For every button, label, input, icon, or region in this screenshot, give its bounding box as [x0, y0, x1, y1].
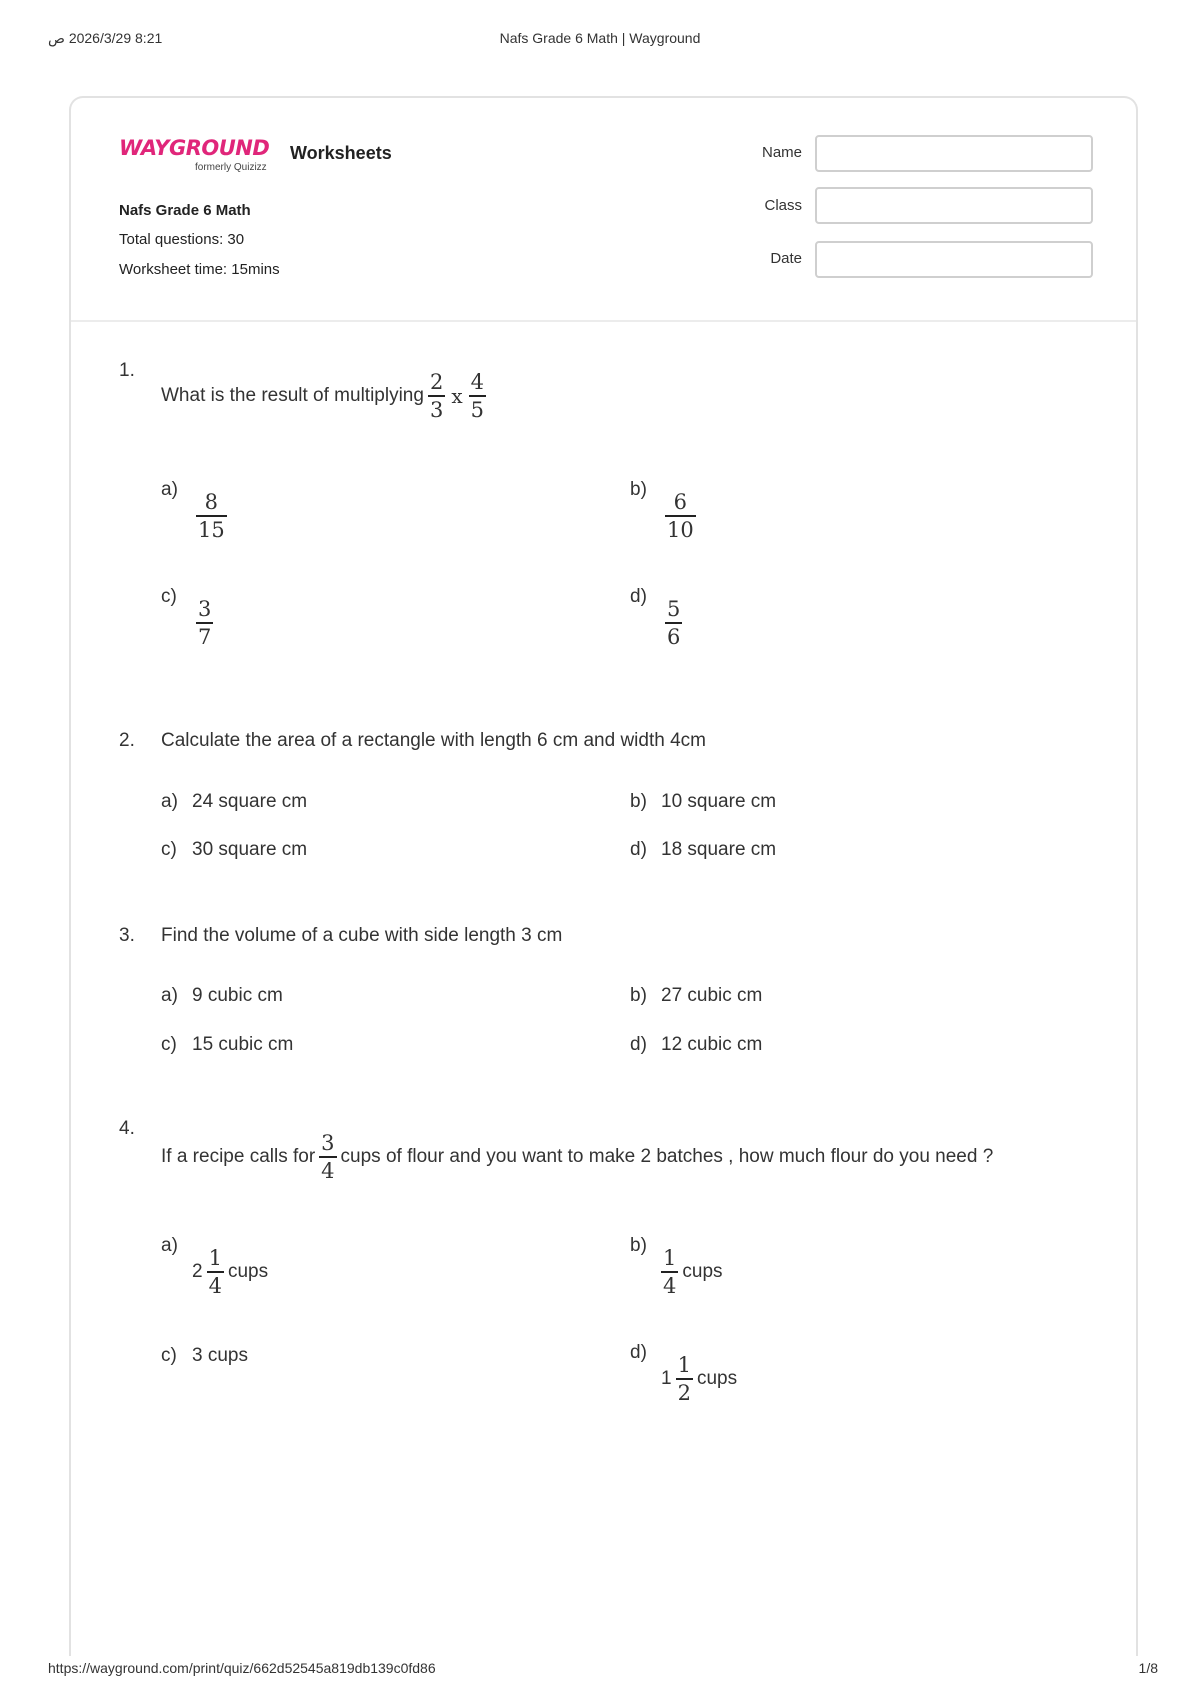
- question-text: [161, 369, 490, 423]
- option-text: 18 square cm: [661, 839, 777, 860]
- fraction: [665, 489, 696, 543]
- fraction-numerator: 3: [321, 1131, 335, 1155]
- multiply-operator: x: [451, 384, 463, 408]
- total-questions: Total questions: 30: [119, 231, 245, 248]
- fraction: [661, 1245, 678, 1299]
- worksheets-label: Worksheets: [290, 143, 392, 163]
- option-letter: d): [630, 586, 647, 607]
- worksheet-title: Nafs Grade 6 Math: [119, 202, 251, 219]
- option-letter: b): [630, 1235, 647, 1256]
- option-letter: a): [161, 791, 178, 812]
- mixed-number: [661, 1245, 723, 1299]
- option-letter: b): [630, 791, 647, 812]
- fraction-denominator: 4: [321, 1159, 335, 1183]
- option-letter: c): [161, 1345, 177, 1366]
- option-text: 24 square cm: [192, 791, 308, 812]
- print-header: [0, 30, 1200, 52]
- fraction-numerator: 1: [208, 1246, 222, 1270]
- option-b[interactable]: [630, 791, 776, 813]
- question-text-part: What is the result of multiplying: [161, 385, 424, 406]
- option-text: 9 cubic cm: [192, 985, 283, 1006]
- name-field[interactable]: [815, 135, 1093, 172]
- fraction-denominator: 4: [208, 1274, 222, 1298]
- option-text: 30 square cm: [192, 839, 308, 860]
- class-field[interactable]: [815, 187, 1093, 224]
- question-number: 2.: [119, 730, 135, 751]
- question-text-part: cups of flour and you want to make 2 batches , how much flour do you need ?: [340, 1146, 994, 1167]
- fraction: [319, 1130, 336, 1184]
- fraction-numerator: 6: [673, 490, 688, 514]
- fraction-numerator: 1: [677, 1353, 691, 1377]
- wayground-logo: [119, 136, 279, 176]
- question-text: [161, 925, 562, 947]
- question-number: 4.: [119, 1118, 135, 1139]
- fraction-denominator: 15: [198, 518, 225, 542]
- option-d[interactable]: [630, 1034, 762, 1056]
- whole-number: 1: [661, 1368, 672, 1389]
- fraction-numerator: 1: [663, 1246, 677, 1270]
- fraction-denominator: 6: [667, 625, 681, 649]
- option-a[interactable]: [161, 791, 307, 813]
- date-field[interactable]: [815, 241, 1093, 278]
- fraction-numerator: 5: [667, 597, 681, 621]
- fraction: [196, 596, 213, 650]
- fraction: [196, 489, 227, 543]
- fraction: [665, 596, 682, 650]
- print-url: https://wayground.com/print/quiz/662d52545a819db139c0fd86: [48, 1660, 436, 1676]
- option-letter: a): [161, 985, 178, 1006]
- question-number: 3.: [119, 925, 135, 946]
- option-c[interactable]: [161, 1345, 248, 1367]
- question-text: [161, 1130, 993, 1184]
- fraction-denominator: 7: [198, 625, 212, 649]
- fraction-numerator: 8: [204, 490, 219, 514]
- option-text: 3 cups: [192, 1345, 248, 1366]
- fraction-numerator: 2: [429, 370, 444, 394]
- mixed-number: [661, 1352, 737, 1406]
- option-letter: c): [161, 839, 177, 860]
- fraction: [676, 1352, 693, 1406]
- option-c[interactable]: [161, 1034, 293, 1056]
- print-page-title: Nafs Grade 6 Math | Wayground: [499, 30, 701, 46]
- option-text: 12 cubic cm: [661, 1034, 763, 1055]
- mixed-number: [192, 1245, 268, 1299]
- fraction: [207, 1245, 224, 1299]
- fraction: [428, 369, 445, 423]
- option-letter: d): [630, 1034, 647, 1055]
- fraction-denominator: 10: [667, 518, 694, 542]
- worksheet-time: Worksheet time: 15mins: [119, 261, 280, 278]
- worksheet-header: [71, 98, 1136, 322]
- unit-label: cups: [227, 1261, 269, 1282]
- print-page-number: 1/8: [1138, 1660, 1158, 1676]
- question-number: 1.: [119, 360, 135, 381]
- option-letter: b): [630, 479, 647, 500]
- fraction-numerator: 3: [198, 597, 212, 621]
- print-datetime: 8:21 2026/3/29 ص: [48, 30, 163, 46]
- option-letter: b): [630, 985, 647, 1006]
- option-a[interactable]: [161, 985, 283, 1007]
- class-label: Class: [764, 197, 802, 214]
- unit-label: cups: [696, 1368, 738, 1389]
- option-text: 10 square cm: [661, 791, 777, 812]
- question-text: [161, 730, 706, 752]
- fraction-numerator: 4: [470, 370, 484, 394]
- worksheet-sheet: [69, 96, 1138, 1656]
- logo-wordmark: WAYGROUND: [119, 136, 270, 160]
- option-c[interactable]: [161, 839, 307, 861]
- fraction-denominator: 2: [677, 1381, 691, 1405]
- question-text-part: Find the volume of a cube with side length 3 cm: [161, 925, 563, 946]
- fraction: [469, 369, 486, 423]
- option-letter: a): [161, 1235, 178, 1256]
- date-label: Date: [770, 250, 802, 267]
- unit-label: cups: [682, 1261, 723, 1282]
- option-letter: c): [161, 1034, 177, 1055]
- option-letter: a): [161, 479, 178, 500]
- option-letter: c): [161, 586, 177, 607]
- option-b[interactable]: [630, 985, 762, 1007]
- option-text: 27 cubic cm: [661, 985, 763, 1006]
- logo-subtitle: formerly Quizizz: [195, 162, 267, 173]
- fraction-denominator: 3: [429, 398, 444, 422]
- name-label: Name: [761, 144, 802, 161]
- fraction-denominator: 5: [470, 398, 484, 422]
- option-d[interactable]: [630, 839, 776, 861]
- whole-number: 2: [192, 1261, 203, 1282]
- option-letter: d): [630, 1342, 647, 1363]
- question-text-part: If a recipe calls for: [161, 1146, 316, 1167]
- option-letter: d): [630, 839, 647, 860]
- question-text-part: Calculate the area of a rectangle with length 6 cm and width 4cm: [161, 730, 706, 751]
- fraction-denominator: 4: [663, 1274, 677, 1298]
- option-text: 15 cubic cm: [192, 1034, 294, 1055]
